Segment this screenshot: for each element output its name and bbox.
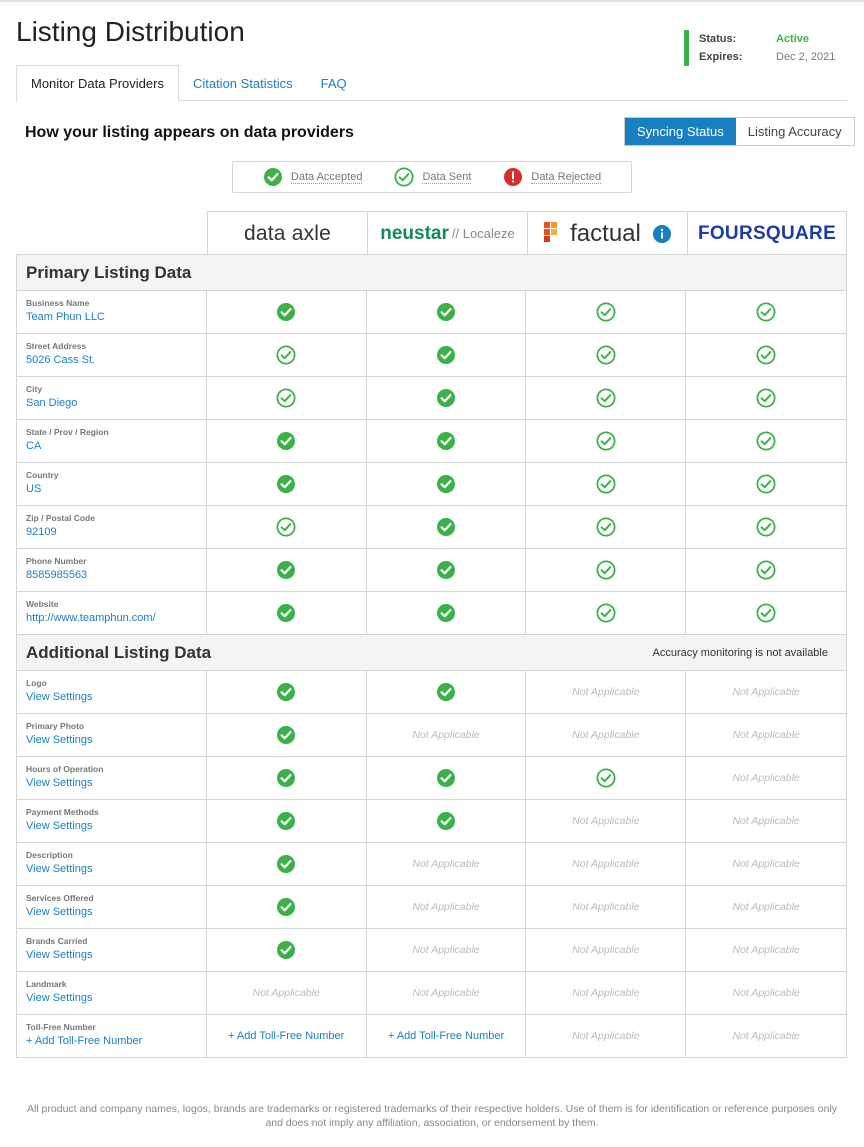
- field-label: Brands Carried: [26, 936, 88, 946]
- legend-rejected: [503, 167, 601, 187]
- status-cell-data-axle: [207, 334, 367, 376]
- status-cell-foursquare: [686, 506, 846, 548]
- outline-check-icon: [596, 302, 616, 322]
- legend-sent-label[interactable]: Data Sent: [422, 170, 472, 183]
- top-divider: [0, 0, 864, 2]
- outline-check-icon: [756, 603, 776, 623]
- field-cell: [17, 549, 207, 591]
- status-cell-neustar: [367, 714, 527, 756]
- table-row: [17, 420, 846, 463]
- not-applicable-text: Not Applicable: [732, 729, 800, 741]
- field-label: Landmark: [26, 979, 67, 989]
- outline-check-icon: [756, 431, 776, 451]
- status-label: Status:: [699, 33, 737, 45]
- localeze-logo: // Localeze: [451, 226, 515, 241]
- table-row: [17, 377, 846, 420]
- field-link[interactable]: View Settings: [26, 906, 93, 918]
- outline-check-icon: [756, 302, 776, 322]
- table-row: [17, 291, 846, 334]
- outline-check-icon: [596, 768, 616, 788]
- status-cell-data-axle: [207, 291, 367, 333]
- status-cell-neustar: [367, 843, 527, 885]
- table-row: [17, 714, 846, 757]
- provider-foursquare: [687, 212, 847, 255]
- field-value: Team Phun LLC: [26, 311, 105, 323]
- table-row: [17, 549, 846, 592]
- trademark-disclaimer: All product and company names, logos, brands are trademarks or registered trademarks of their respective holders. Use of them is for identification or reference purposes only and does not imply any affiliation, association, or endorsement by them.: [26, 1103, 838, 1129]
- field-label: Primary Photo: [26, 721, 85, 731]
- outline-check-icon: [596, 603, 616, 623]
- field-label: Hours of Operation: [26, 764, 104, 774]
- filled-check-icon: [436, 811, 456, 831]
- outline-check-icon: [756, 388, 776, 408]
- tab-faq[interactable]: FAQ: [320, 75, 347, 91]
- status-cell-neustar: [367, 291, 527, 333]
- not-applicable-text: Not Applicable: [572, 1030, 640, 1042]
- status-cell-factual: [526, 592, 686, 634]
- table-row: [17, 592, 846, 635]
- outline-check-icon: [276, 345, 296, 365]
- filled-check-icon: [276, 603, 296, 623]
- status-cell-data-axle: [207, 549, 367, 591]
- status-cell-factual: [526, 334, 686, 376]
- alert-icon: [503, 167, 523, 187]
- field-label: City: [26, 384, 43, 394]
- field-label: Description: [26, 850, 73, 860]
- field-label: Website: [26, 599, 59, 609]
- status-cell-foursquare: [686, 671, 846, 713]
- status-cell-foursquare: [686, 972, 846, 1014]
- status-cell-neustar: [367, 592, 527, 634]
- table-row: [17, 843, 846, 886]
- field-cell: [17, 592, 207, 634]
- not-applicable-text: Not Applicable: [732, 686, 800, 698]
- status-cell-factual: [526, 506, 686, 548]
- not-applicable-text: Not Applicable: [572, 815, 640, 827]
- listing-accuracy-button[interactable]: Listing Accuracy: [736, 118, 854, 145]
- filled-check-icon: [276, 302, 296, 322]
- field-value: San Diego: [26, 397, 78, 409]
- not-applicable-text: Not Applicable: [572, 686, 640, 698]
- status-cell-foursquare: [686, 886, 846, 928]
- field-cell: [17, 420, 207, 462]
- not-applicable-text: Not Applicable: [412, 858, 480, 870]
- provider-data-axle: [207, 212, 367, 255]
- status-cell-data-axle: [207, 1015, 367, 1057]
- status-cell-neustar: [367, 506, 527, 548]
- filled-check-icon: [436, 388, 456, 408]
- outline-check-icon: [596, 560, 616, 580]
- page-title: Listing Distribution: [16, 16, 245, 47]
- outline-check-icon: [756, 345, 776, 365]
- table-row: [17, 463, 846, 506]
- status-cell-factual: [526, 549, 686, 591]
- status-cell-foursquare: [686, 291, 846, 333]
- status-cell-data-axle: [207, 714, 367, 756]
- section-heading: How your listing appears on data providers: [25, 124, 354, 141]
- status-cell-data-axle: [207, 929, 367, 971]
- primary-rows: [17, 291, 846, 635]
- outline-check-icon: [756, 474, 776, 494]
- filled-check-icon: [276, 431, 296, 451]
- status-cell-factual: [526, 377, 686, 419]
- field-cell: [17, 1015, 207, 1057]
- status-cell-factual: [526, 1015, 686, 1057]
- filled-check-icon: [436, 474, 456, 494]
- filled-check-icon: [276, 940, 296, 960]
- status-cell-factual: [526, 800, 686, 842]
- status-cell-data-axle: [207, 377, 367, 419]
- filled-check-icon: [276, 768, 296, 788]
- add-toll-free-link[interactable]: + Add Toll-Free Number: [228, 1030, 345, 1042]
- status-cell-foursquare: [686, 929, 846, 971]
- status-cell-neustar: [367, 757, 527, 799]
- field-cell: [17, 886, 207, 928]
- outline-check-icon: [596, 345, 616, 365]
- status-cell-data-axle: [207, 972, 367, 1014]
- status-cell-foursquare: [686, 592, 846, 634]
- not-applicable-text: Not Applicable: [572, 987, 640, 999]
- field-link[interactable]: View Settings: [26, 863, 93, 875]
- field-cell: [17, 334, 207, 376]
- status-cell-neustar: [367, 671, 527, 713]
- status-cell-factual: [526, 291, 686, 333]
- foursquare-logo: FOURSQUARE: [697, 222, 837, 244]
- status-cell-data-axle: [207, 463, 367, 505]
- status-cell-neustar: [367, 549, 527, 591]
- not-applicable-text: Not Applicable: [572, 901, 640, 913]
- field-value: CA: [26, 440, 42, 452]
- field-link[interactable]: + Add Toll-Free Number: [26, 1035, 143, 1047]
- outline-check-icon: [756, 517, 776, 537]
- outline-check-icon: [596, 474, 616, 494]
- view-toggle: [624, 117, 855, 146]
- provider-neustar: [367, 212, 527, 255]
- not-applicable-text: Not Applicable: [732, 815, 800, 827]
- filled-check-icon: [276, 725, 296, 745]
- field-value: US: [26, 483, 42, 495]
- table-row: [17, 334, 846, 377]
- status-cell-neustar: [367, 377, 527, 419]
- info-icon[interactable]: [653, 225, 671, 243]
- filled-check-icon: [436, 603, 456, 623]
- status-cell-data-axle: [207, 843, 367, 885]
- status-cell-neustar: [367, 972, 527, 1014]
- primary-section-header: [17, 255, 846, 291]
- status-cell-factual: [526, 463, 686, 505]
- filled-check-icon: [276, 897, 296, 917]
- table-row: [17, 671, 846, 714]
- filled-check-icon: [276, 682, 296, 702]
- subscription-status: [684, 30, 835, 66]
- filled-check-icon: [276, 560, 296, 580]
- field-label: Zip / Postal Code: [26, 513, 95, 523]
- field-value: 92109: [26, 526, 57, 538]
- status-cell-factual: [526, 886, 686, 928]
- field-cell: [17, 757, 207, 799]
- status-cell-data-axle: [207, 592, 367, 634]
- status-cell-factual: [526, 714, 686, 756]
- table-row: [17, 506, 846, 549]
- factual-logo: factual: [570, 219, 641, 247]
- filled-check-icon: [263, 167, 283, 187]
- expires-value: Dec 2, 2021: [776, 51, 836, 63]
- field-value: 5026 Cass St.: [26, 354, 96, 366]
- field-cell: [17, 843, 207, 885]
- additional-rows: [17, 671, 846, 1058]
- field-cell: [17, 506, 207, 548]
- legend-accepted-label[interactable]: Data Accepted: [290, 170, 363, 183]
- status-cell-foursquare: [686, 800, 846, 842]
- primary-section-title: Primary Listing Data: [26, 262, 192, 282]
- syncing-status-button[interactable]: Syncing Status: [625, 118, 736, 145]
- not-applicable-text: Not Applicable: [732, 987, 800, 999]
- field-label: Toll-Free Number: [26, 1022, 96, 1032]
- table-row: [17, 972, 846, 1015]
- status-cell-foursquare: [686, 843, 846, 885]
- expires-label: Expires:: [699, 51, 743, 63]
- legend-sent: [394, 167, 471, 187]
- not-applicable-text: Not Applicable: [572, 944, 640, 956]
- field-link[interactable]: View Settings: [26, 949, 93, 961]
- status-cell-neustar: [367, 886, 527, 928]
- status-cell-foursquare: [686, 334, 846, 376]
- accuracy-note: Accuracy monitoring is not available: [652, 646, 828, 659]
- status-cell-foursquare: [686, 463, 846, 505]
- additional-section-header: [17, 635, 846, 671]
- not-applicable-text: Not Applicable: [412, 944, 480, 956]
- filled-check-icon: [436, 302, 456, 322]
- table-row: [17, 929, 846, 972]
- status-cell-foursquare: [686, 549, 846, 591]
- status-cell-data-axle: [207, 671, 367, 713]
- status-cell-factual: [526, 843, 686, 885]
- outline-check-icon: [596, 431, 616, 451]
- not-applicable-text: Not Applicable: [732, 944, 800, 956]
- status-cell-factual: [526, 671, 686, 713]
- field-label: Services Offered: [26, 893, 94, 903]
- provider-header: [207, 211, 847, 254]
- tab-citation-statistics[interactable]: Citation Statistics: [192, 75, 293, 91]
- status-cell-data-axle: [207, 886, 367, 928]
- status-cell-factual: [526, 757, 686, 799]
- status-legend: [232, 161, 632, 193]
- status-cell-data-axle: [207, 420, 367, 462]
- filled-check-icon: [436, 560, 456, 580]
- status-cell-foursquare: [686, 420, 846, 462]
- field-cell: [17, 291, 207, 333]
- neustar-logo: neustar: [380, 222, 449, 244]
- field-cell: [17, 972, 207, 1014]
- field-link[interactable]: View Settings: [26, 777, 93, 789]
- additional-section-title: Additional Listing Data: [26, 642, 212, 662]
- status-cell-foursquare: [686, 714, 846, 756]
- table-row: [17, 800, 846, 843]
- not-applicable-text: Not Applicable: [572, 729, 640, 741]
- status-cell-data-axle: [207, 757, 367, 799]
- field-label: Logo: [26, 678, 47, 688]
- filled-check-icon: [276, 854, 296, 874]
- outline-check-icon: [394, 167, 414, 187]
- legend-accepted: [263, 167, 363, 187]
- status-cell-foursquare: [686, 757, 846, 799]
- field-label: Phone Number: [26, 556, 87, 566]
- status-cell-foursquare: [686, 377, 846, 419]
- not-applicable-text: Not Applicable: [252, 987, 320, 999]
- not-applicable-text: Not Applicable: [412, 901, 480, 913]
- status-cell-neustar: [367, 929, 527, 971]
- status-cell-data-axle: [207, 800, 367, 842]
- status-cell-factual: [526, 929, 686, 971]
- listing-grid: [16, 254, 847, 1058]
- field-value: http://www.teamphun.com/: [26, 612, 156, 624]
- not-applicable-text: Not Applicable: [412, 729, 480, 741]
- filled-check-icon: [276, 474, 296, 494]
- filled-check-icon: [276, 811, 296, 831]
- field-label: Business Name: [26, 298, 90, 308]
- filled-check-icon: [436, 431, 456, 451]
- field-link[interactable]: View Settings: [26, 992, 93, 1004]
- factual-mark-icon: [544, 222, 564, 246]
- table-row: [17, 886, 846, 929]
- not-applicable-text: Not Applicable: [412, 987, 480, 999]
- field-cell: [17, 800, 207, 842]
- data-axle-logo: data axle: [243, 221, 332, 245]
- outline-check-icon: [756, 560, 776, 580]
- field-cell: [17, 714, 207, 756]
- outline-check-icon: [276, 517, 296, 537]
- status-cell-neustar: [367, 1015, 527, 1057]
- filled-check-icon: [436, 345, 456, 365]
- filled-check-icon: [436, 682, 456, 702]
- status-cell-neustar: [367, 334, 527, 376]
- field-value: 8585985563: [26, 569, 88, 581]
- not-applicable-text: Not Applicable: [732, 858, 800, 870]
- status-cell-neustar: [367, 463, 527, 505]
- tab-bar: [16, 65, 847, 101]
- status-cell-data-axle: [207, 506, 367, 548]
- outline-check-icon: [276, 388, 296, 408]
- table-row: [17, 1015, 846, 1058]
- filled-check-icon: [436, 517, 456, 537]
- status-value: Active: [776, 33, 810, 45]
- outline-check-icon: [596, 388, 616, 408]
- field-label: State / Prov / Region: [26, 427, 109, 437]
- field-link[interactable]: View Settings: [26, 820, 93, 832]
- localeze-text: Localeze: [462, 226, 515, 241]
- field-label: Country: [26, 470, 59, 480]
- status-cell-foursquare: [686, 1015, 846, 1057]
- field-cell: [17, 929, 207, 971]
- filled-check-icon: [436, 768, 456, 788]
- legend-rejected-label[interactable]: Data Rejected: [531, 170, 602, 183]
- status-cell-neustar: [367, 800, 527, 842]
- add-toll-free-link[interactable]: + Add Toll-Free Number: [387, 1030, 505, 1042]
- field-link[interactable]: View Settings: [26, 734, 93, 746]
- table-row: [17, 757, 846, 800]
- field-link[interactable]: View Settings: [26, 691, 93, 703]
- field-cell: [17, 671, 207, 713]
- tab-monitor-data-providers[interactable]: Monitor Data Providers: [16, 65, 179, 102]
- field-cell: [17, 463, 207, 505]
- not-applicable-text: Not Applicable: [732, 1030, 800, 1042]
- field-label: Street Address: [26, 341, 87, 351]
- field-cell: [17, 377, 207, 419]
- not-applicable-text: Not Applicable: [572, 858, 640, 870]
- status-cell-factual: [526, 420, 686, 462]
- provider-factual: [527, 212, 687, 255]
- field-label: Payment Methods: [26, 807, 99, 817]
- status-cell-neustar: [367, 420, 527, 462]
- not-applicable-text: Not Applicable: [732, 772, 800, 784]
- outline-check-icon: [596, 517, 616, 537]
- status-cell-factual: [526, 972, 686, 1014]
- not-applicable-text: Not Applicable: [732, 901, 800, 913]
